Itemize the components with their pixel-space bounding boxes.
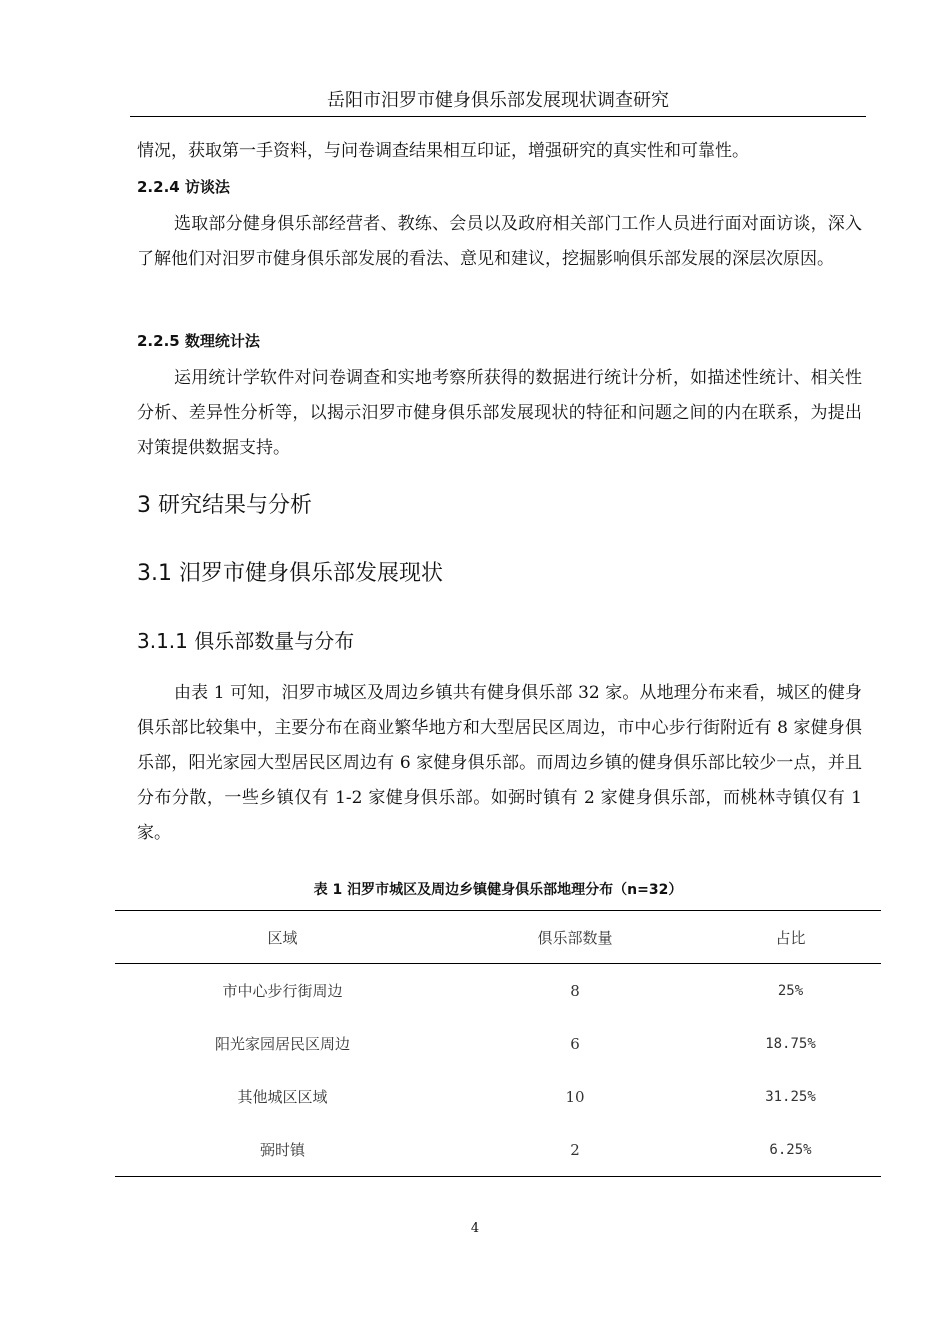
table-cell-ratio: 6.25% bbox=[700, 1123, 881, 1177]
table-cell-count: 10 bbox=[565, 1087, 585, 1106]
table-cell-ratio: 18.75% bbox=[765, 1035, 816, 1052]
table-cell-count: 2 bbox=[450, 1123, 700, 1177]
chapter-3-heading: 3 研究结果与分析 bbox=[137, 493, 312, 518]
table-cell-ratio: 25% bbox=[777, 982, 804, 999]
page-number: 4 bbox=[470, 1221, 480, 1236]
paragraph-continued: 情况，获取第一手资料，与问卷调查结果相互印证，增强研究的真实性和可靠性。 bbox=[137, 141, 749, 161]
table-row bbox=[115, 1123, 881, 1177]
section-3-1-1-heading: 3.1.1 俱乐部数量与分布 bbox=[137, 629, 355, 653]
table-cell-region: 市中心步行街周边 bbox=[222, 982, 343, 1000]
section-2-2-4-heading: 2.2.4 访谈法 bbox=[137, 178, 230, 196]
section-3-1-heading: 3.1 汨罗市健身俱乐部发展现状 bbox=[137, 561, 443, 586]
section-2-2-5-paragraph: 运用统计学软件对问卷调查和实地考察所获得的数据进行统计分析，如描述性统计、相关性分析、差异性分析等，以揭示汨罗市健身俱乐部发展现状的特征和问题之间的内在联系，为提出对策提供数据支持。 bbox=[137, 368, 862, 458]
distribution-table bbox=[115, 910, 881, 1177]
table-cell-count: 8 bbox=[570, 981, 580, 1000]
table-cell-ratio: 31.25% bbox=[765, 1088, 816, 1105]
table-header-row bbox=[115, 911, 881, 964]
table-row bbox=[115, 1070, 881, 1123]
table-cell-region: 弼时镇 bbox=[115, 1123, 450, 1177]
section-2-2-4-paragraph: 选取部分健身俱乐部经营者、教练、会员以及政府相关部门工作人员进行面对面访谈，深入了解他们对汨罗市健身俱乐部发展的看法、意见和建议，挖掘影响俱乐部发展的深层次原因。 bbox=[137, 214, 862, 269]
table-row bbox=[115, 1017, 881, 1070]
table-header-region: 区域 bbox=[115, 911, 450, 964]
running-header-title: 岳阳市汨罗市健身俱乐部发展现状调查研究 bbox=[327, 90, 669, 111]
table-header-ratio: 占比 bbox=[700, 911, 881, 964]
section-3-1-1-paragraph: 由表 1 可知，汨罗市城区及周边乡镇共有健身俱乐部 32 家。从地理分布来看，城区的健身俱乐部比较集中，主要分布在商业繁华地方和大型居民区周边，市中心步行街附近有 8 家健身俱乐部，阳光家园大型居民区周边有 6 家健身俱乐部。而周边乡镇的健身俱乐部比较少一点，并且分布分散，一些乡镇仅有 1-2 家健身俱乐部。如弼时镇有 2 家健身俱乐部，而桃林寺镇仅有 1 家。 bbox=[137, 683, 862, 843]
table-row bbox=[115, 964, 881, 1018]
table-cell-region: 阳光家园居民区周边 bbox=[214, 1035, 350, 1053]
table-caption: 表 1 汨罗市城区及周边乡镇健身俱乐部地理分布（n=32） bbox=[313, 882, 683, 898]
running-header bbox=[130, 88, 866, 117]
table-header-count: 俱乐部数量 bbox=[450, 911, 700, 964]
section-2-2-5-heading: 2.2.5 数理统计法 bbox=[137, 332, 260, 350]
table-cell-count: 6 bbox=[570, 1034, 580, 1053]
table-cell-region: 其他城区区域 bbox=[237, 1088, 328, 1106]
